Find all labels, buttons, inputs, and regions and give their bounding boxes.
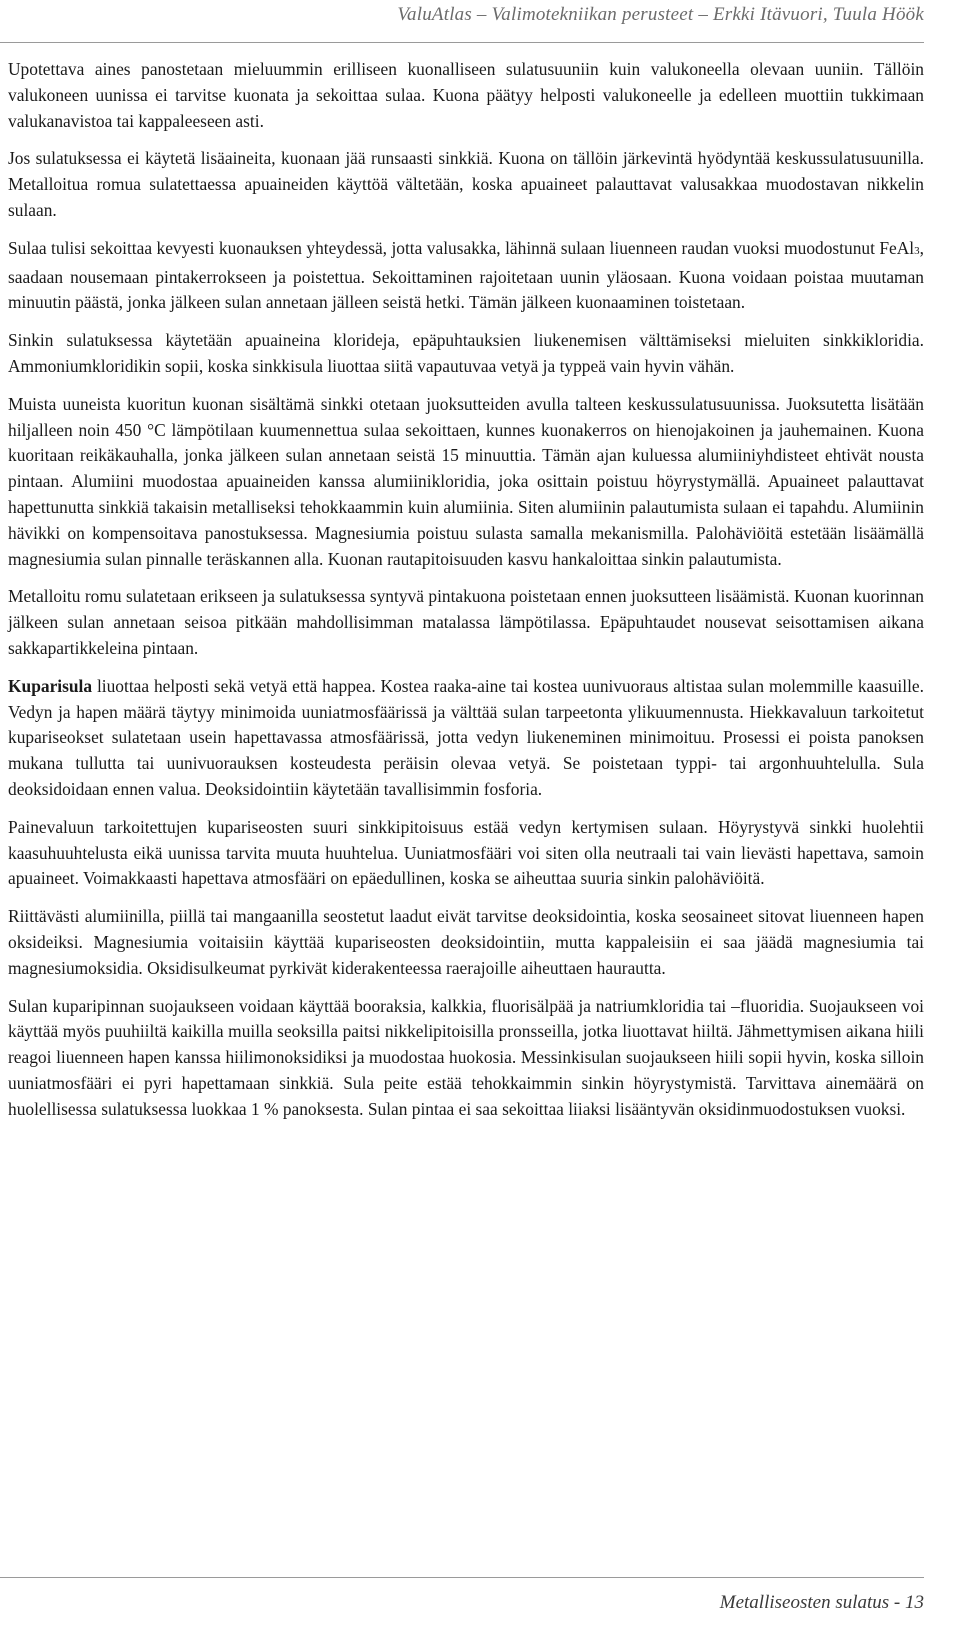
- paragraph-3: [8, 236, 924, 316]
- paragraph-7-term: Kuparisula: [8, 675, 93, 696]
- paragraph-10: Sulan kuparipinnan suojaukseen voidaan käyttää booraksia, kalkkia, fluorisälpää ja natriumkloridia tai –fluoridia. Suojaukseen voi käyttää myös puuhiiltä kaikilla muilla seoksilla paitsi nikkelipitoisilla pronsseilla, jotka liuottavat hiiltä. Jähmettymisen aikana hiili reagoi liuenneen hapen kanssa hiilimonoksidiksi ja muodostaa huokosia. Messinkisulan suojaukseen hiili sopii hyvin, koska silloin uuniatmosfääri ei pyri hapettamaan sinkkiä. Sula peite estää tehokkaimmin sinkin höyrystymistä. Tarvittava ainemäärä on huolellisessa sulatuksessa luokkaa 1 % panoksesta. Sulan pintaa ei saa sekoittaa liiaksi lisääntyvän oksidinmuodostuksen vuoksi.: [8, 995, 924, 1119]
- page-footer: [0, 1577, 924, 1613]
- paragraph-1: Upotettava aines panostetaan mieluummin erilliseen kuonalliseen sulatusuuniin kuin valukoneella olevaan uuniin. Tällöin valukoneen uunissa ei tarvitse kuonata ja sekoittaa sulaa. Kuona päätyy helposti valukoneelle ja edelleen muottiin tukkimaan valukanavistoa tai kappaleeseen asti.: [8, 59, 924, 131]
- page-body: [8, 57, 924, 1122]
- paragraph-7-body: liuottaa helposti sekä vetyä että happea. Kostea raaka-aine tai kostea uunivuoraus altistaa sulan molemmille kaasuille. Vedyn ja hapen määrä täytyy minimoida uuniatmosfäärissä ja välttää sulan tarpeetonta ylikuumennusta. Hiekkavaluun tarkoitetut kupariseokset sulatetaan usein hapettavassa atmosfäärissä, jotta vedyn liukeneminen minimoituu. Prosessi ei poista panoksen mukana tullutta tai uunivuorauksen kosteudesta peräisin olevaa vetyä. Se poistetaan typpi- tai argonhuuhtelulla. Sula deoksidoidaan ennen valua. Deoksidointiin käytetään tavallisimmin fosforia.: [8, 675, 924, 799]
- paragraph-6: Metalloitu romu sulatetaan erikseen ja sulatuksessa syntyvä pintakuona poistetaan ennen juoksutteen lisäämistä. Kuonan kuorinnan jälkeen sulan annetaan seisoa pitkään mahdollisimman matalassa lämpötilassa. Epäpuhtaudet nousevat seisottamisen aikana sakkapartikkeleina pintaan.: [8, 586, 924, 658]
- paragraph-8: Painevaluun tarkoitettujen kupariseosten suuri sinkkipitoisuus estää vedyn kertymisen sulaan. Höyrystyvä sinkki huolehtii kaasuhuuhtelusta eikä uunissa tarvita muuta huuhtelua. Uuniatmosfääri voi siten olla neutraali tai vain lievästi hapettava, samoin apuaineet. Voimakkaasti hapettava atmosfääri on epäedullinen, koska se aiheuttaa suuria sinkin palohäviöitä.: [8, 816, 924, 889]
- paragraph-4: Sinkin sulatuksessa käytetään apuaineina klorideja, epäpuhtauksien liukenemisen välttämiseksi mieluiten sinkkikloridia. Ammoniumkloridikin sopii, koska sinkkisula liuottaa siitä vapautuvaa vetyä ja typpeä vain hyvin vähän.: [8, 330, 924, 376]
- paragraph-7: [8, 674, 924, 803]
- paragraph-3-part-b: , saadaan nousemaan pintakerrokseen ja poistettua. Sekoittaminen rajoitetaan uunin yläosaan. Kuona voidaan poistaa muutaman minuutin päästä, jonka jälkeen sulan annetaan jälleen seistä hetki. Tämän jälkeen kuonaaminen toistetaan.: [8, 237, 924, 313]
- paragraph-3-part-a: Sulaa tulisi sekoittaa kevyesti kuonauksen yhteydessä, jotta valusakka, lähinnä sulaan liuenneen raudan vuoksi muodostunut FeAl: [8, 237, 915, 258]
- paragraph-9: Riittävästi alumiinilla, piillä tai mangaanilla seostetut laadut eivät tarvitse deoksidointia, koska seosaineet sitovat liuenneen hapen oksideiksi. Magnesiumia voitaisiin käyttää kupariseosten deoksidointiin, mutta kappaleisiin ei saa jäädä magnesiumia tai magnesiumoksidia. Oksidisulkeumat pyrkivät kiderakenteessa raerajoille aiheuttaen haurautta.: [8, 906, 924, 978]
- paragraph-5: Muista uuneista kuoritun kuonan sisältämä sinkki otetaan juoksutteiden avulla talteen keskussulatusuunissa. Juoksutetta lisätään hiljalleen noin 450 °C lämpötilaan kuumennettua sulaa sekoittaen, kunnes kuonakerros on hienojakoinen ja jauhemainen. Kuona kuoritaan reikäkauhalla, jonka jälkeen sulan annetaan seistä 15 minuuttia. Tämän ajan kuluessa alumiiniyhdisteet ehtivät nousta pintaan. Alumiini muodostaa apuaineiden kanssa alumiinikloridia, joka osittain poistuu höyrystymällä. Apuaineet palauttavat hapettunutta sinkkiä takaisin metalliseksi tehokkaammin kuin alumiinia. Siten alumiinin palautumista sulaan ei tapahdu. Alumiinin hävikki on kompensoitava panostuksessa. Magnesiumia poistuu sulasta samalla mekanismilla. Palohäviöitä estetään lisäämällä magnesiumia sulan pinnalle teräskannen alla. Kuonan rautapitoisuuden kasvu hankaloittaa sinkin palautumista.: [8, 393, 924, 569]
- paragraph-2: Jos sulatuksessa ei käytetä lisäaineita, kuonaan jää runsaasti sinkkiä. Kuona on tällöin järkevintä hyödyntää keskussulatusuunilla. Metalloitua romua sulatettaessa apuaineiden käyttöä vältetään, koska apuaineet palauttavat valusakkaa muodostavan nikkelin sulaan.: [8, 148, 924, 220]
- footer-page-label: Metalliseosten sulatus - 13: [719, 1592, 924, 1613]
- paragraph-3-subscript: 3: [914, 244, 920, 257]
- page-header: [0, 0, 924, 43]
- running-header-title: ValuAtlas – Valimotekniikan perusteet – Erkki Itävuori, Tuula Höök: [397, 4, 924, 25]
